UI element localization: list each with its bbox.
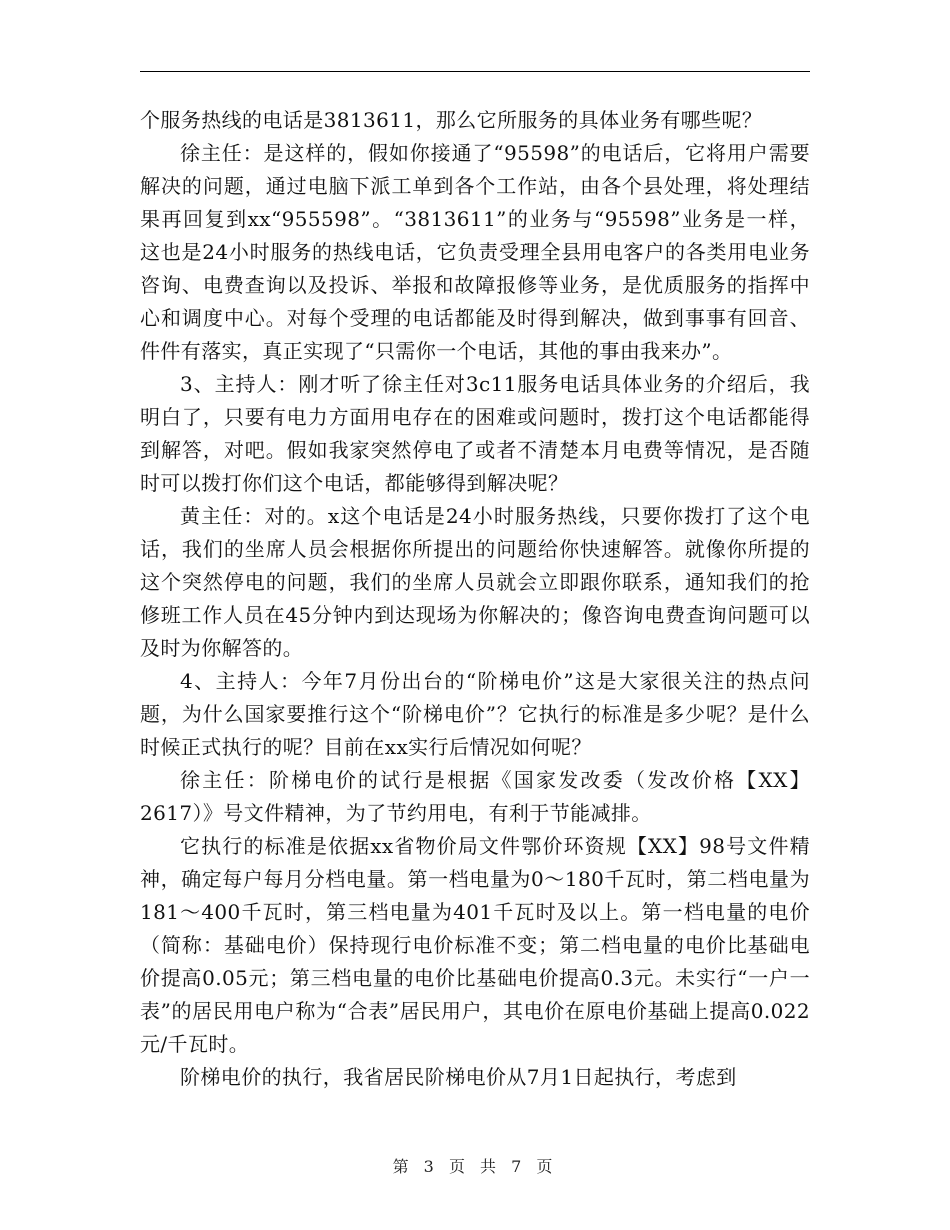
paragraph-huang-answer: 黄主任：对的。x这个电话是24小时服务热线，只要你拨打了这个电话，我们的坐席人员会根据你所提出的问题给你快速解答。就像你所提的这个突然停电的问题，我们的坐席人员就会立即跟你联系，通知我们的抢修班工作人员在45分钟内到达现场为你解决的；像咨询电费查询问题可以及时为你解答的。 [140, 504, 810, 660]
paragraph-host-question-3: 3、主持人：刚才听了徐主任对3c11服务电话具体业务的介绍后，我明白了，只要有电力方面用电存在的困难或问题时，拨打这个电话都能得到解答，对吧。假如我家突然停电了或者不清楚本月电费等情况，是否随时可以拨打你们这个电话，都能够得到解决呢？ [140, 372, 810, 495]
body-text [140, 104, 810, 1094]
paragraph-xu-answer-hotline: 徐主任：是这样的，假如你接通了“95598”的电话后，它将用户需要解决的问题，通过电脑下派工单到各个工作站，由各个县处理，将处理结果再回复到xx“955598”。“3813611”的业务与“95598”业务是一样，这也是24小时服务的热线电话，它负责受理全县用电客户的各类用电业务咨询、电费查询以及投诉、举报和故障报修等业务，是优质服务的指挥中心和调度中心。对每个受理的电话都能及时得到解决，做到事事有回音、件件有落实，真正实现了“只需你一个电话，其他的事由我来办”。 [140, 141, 810, 363]
page-number: 第 3 页 共 7 页 [392, 1157, 558, 1176]
paragraph-continuation: 个服务热线的电话是3813611，那么它所服务的具体业务有哪些呢？ [140, 108, 763, 132]
paragraph-host-question-4: 4、主持人：今年7月份出台的“阶梯电价”这是大家很关注的热点问题，为什么国家要推行这个“阶梯电价”？它执行的标准是多少呢？是什么时候正式执行的呢？目前在xx实行后情况如何呢？ [140, 669, 810, 759]
header-rule [140, 71, 810, 72]
paragraph-execution: 阶梯电价的执行，我省居民阶梯电价从7月1日起执行，考虑到 [180, 1065, 737, 1089]
paragraph-xu-answer-tiered-price: 徐主任：阶梯电价的试行是根据《国家发改委（发改价格【XX】2617）》号文件精神，为了节约用电，有利于节能减排。 [140, 768, 810, 825]
paragraph-standard-details: 它执行的标准是依据xx省物价局文件鄂价环资规【XX】98号文件精神，确定每户每月分档电量。第一档电量为0～180千瓦时，第二档电量为181～400千瓦时，第三档电量为401千瓦时及以上。第一档电量的电价（简称：基础电价）保持现行电价标准不变；第二档电量的电价比基础电价提高0.05元；第三档电量的电价比基础电价提高0.3元。未实行“一户一表”的居民用电户称为“合表”居民用户，其电价在原电价基础上提高0.022元/千瓦时。 [140, 834, 810, 1056]
